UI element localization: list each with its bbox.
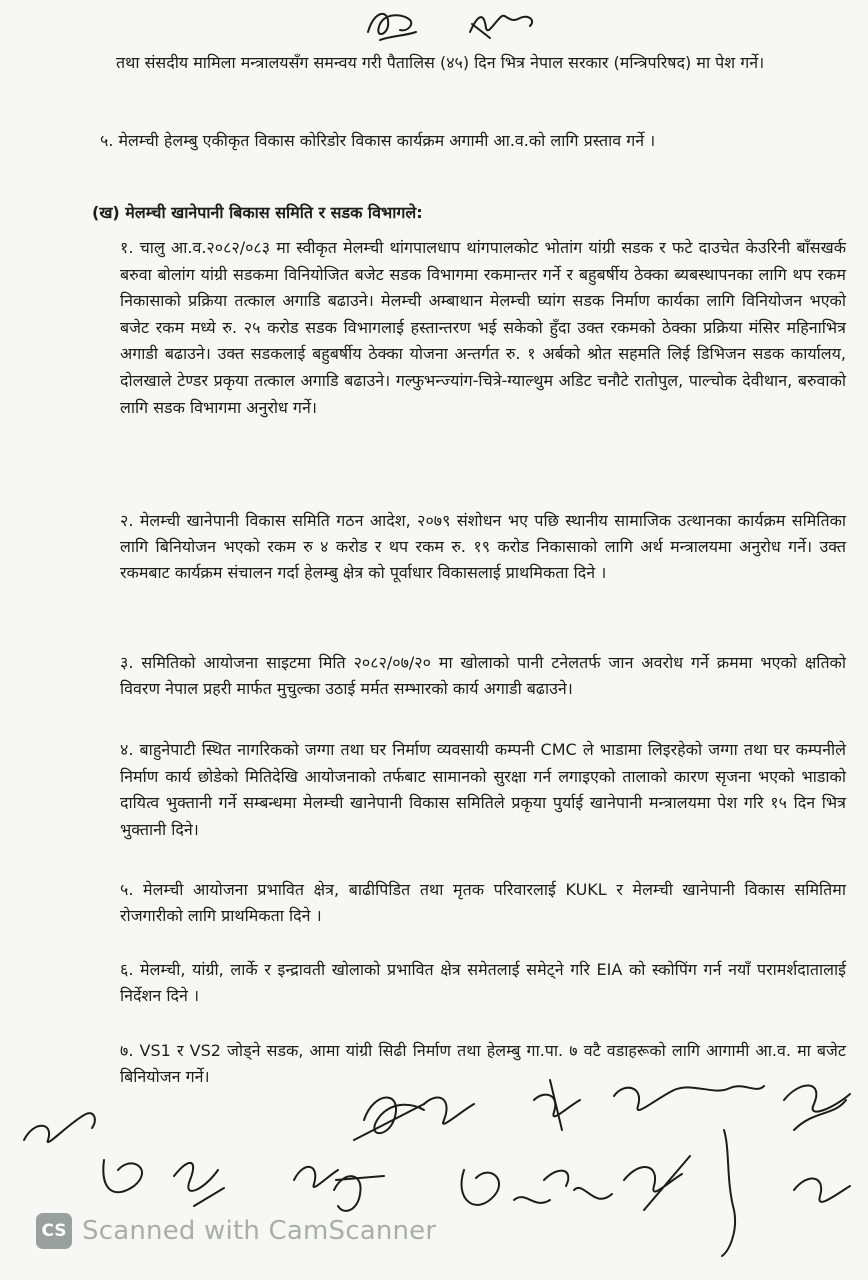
camscanner-logo-icon: CS — [36, 1213, 72, 1249]
item-5-top: ५. मेलम्ची हेलम्बु एकीकृत विकास कोरिडोर विकास कार्यक्रम अगामी आ.व.को लागि प्रस्ताव गर्ने । — [100, 131, 656, 150]
section-heading: (ख) मेलम्ची खानेपानी बिकास समिति र सडक विभागले: — [92, 203, 423, 222]
list-item-2: २. मेलम्ची खानेपानी विकास समिति गठन आदेश, २०७९ संशोधन भए पछि स्थानीय सामाजिक उत्थानका कार्यक्रम समितिका लागि बिनियोजन भएको रकम रु ४ करोड र थप रकम रु. १९ करोड निकासाको लागि अर्थ मन्त्रालयमा अनुरोध गर्ने। उक्त रकमबाट कार्यक्रम संचालन गर्दा हेलम्बु क्षेत्र को पूर्वाधार विकासलाई प्राथमिकता दिने । — [120, 511, 846, 582]
intro-continuation: तथा संसदीय मामिला मन्त्रालयसँग समन्वय गरी पैतालिस (४५) दिन भित्र नेपाल सरकार (मन्त्रिपरिषद) मा पेश गर्ने। — [116, 53, 765, 72]
camscanner-watermark — [36, 1206, 476, 1256]
list-item-6: ६. मेलम्ची, यांग्री, लार्के र इन्द्रावती खोलाको प्रभावित क्षेत्र समेतलाई समेट्ने गरि EIA को स्कोपिंग गर्न नयाँ परामर्शदातालाई निर्देशन दिने । — [120, 960, 846, 1005]
list-item-5: ५. मेलम्ची आयोजना प्रभावित क्षेत्र, बाढीपिडित तथा मृतक परिवारलाई KUKL र मेलम्ची खानेपानी विकास समितिमा रोजगारीको लागि प्राथमिकता दिने । — [120, 880, 846, 925]
list-item-3: ३. समितिको आयोजना साइटमा मिति २०८२/०७/२० मा खोलाको पानी टनेलतर्फ जान अवरोध गर्ने क्रममा भएको क्षतिको विवरण नेपाल प्रहरी मार्फत मुचुल्का उठाई मर्मत सम्भारको कार्य अगाडी बढाउने। — [120, 653, 846, 698]
camscanner-text: Scanned with CamScanner — [82, 1216, 437, 1246]
list-item-4: ४. बाहुनेपाटी स्थित नागरिकको जग्गा तथा घर निर्माण व्यवसायी कम्पनी CMC ले भाडामा लिइरहेको जग्गा तथा घर कम्पनीले निर्माण कार्य छोडेको मितिदेखि आयोजनाको तर्फबाट सामानको सुरक्षा गर्न लगाइएको तालाको कारण सृजना भएको भाडाको दायित्व भुक्तानी गर्ने सम्बन्धमा मेलम्ची खानेपानी विकास समितिले प्रकृया पुर्याई खानेपानी मन्त्रालयमा पेश गरि १५ दिन भित्र भुक्तानी दिने। — [120, 740, 846, 839]
signature-top-1 — [360, 2, 560, 50]
list-item-1: १. चालु आ.व.२०८२/०८३ मा स्वीकृत मेलम्ची थांगपालधाप थांगपालकोट भोतांग यांग्री सडक र फटे दाउचेत केउरिनी बाँसखर्क बरुवा बोलांग यांग्री सडकमा विनियोजित बजेट सडक विभागमा रकमान्तर गर्ने र बहुबर्षीय ठेक्का ब्यबस्थापनका लागि थप रकम निकासाको प्रक्रिया तत्काल अगाडि बढाउने। मेलम्ची अम्बाथान मेलम्ची घ्यांग सडक निर्माण कार्यका लागि विनियोजन भएको बजेट रकम मध्ये रु. २५ करोड सडक विभागलाई हस्तान्तरण भई सकेको हुँदा उक्त रकमको ठेक्का प्रक्रिया मंसिर महिनाभित्र अगाडी बढाउने। उक्त सडकलाई बहुबर्षीय ठेक्का योजना अन्तर्गत रु. १ अर्बको श्रोत सहमति लिई डिभिजन सडक कार्यालय, दोलखाले टेण्डर प्रकृया तत्काल अगाडि बढाउने। गल्फुभन्ज्यांग-चित्रे-ग्याल्थुम अडिट चनौटे रातोपुल, पाल्चोक देवीथान, बरुवाको लागि सडक विभागमा अनुरोध गर्ने। — [120, 238, 846, 417]
list-item-7: ७. VS1 र VS2 जोड्ने सडक, आमा यांग्री सिढी निर्माण तथा हेलम्बु गा.पा. ७ वटै वडाहरूको लागि आगामी आ.व. मा बजेट बिनियोजन गर्ने। — [120, 1041, 846, 1086]
